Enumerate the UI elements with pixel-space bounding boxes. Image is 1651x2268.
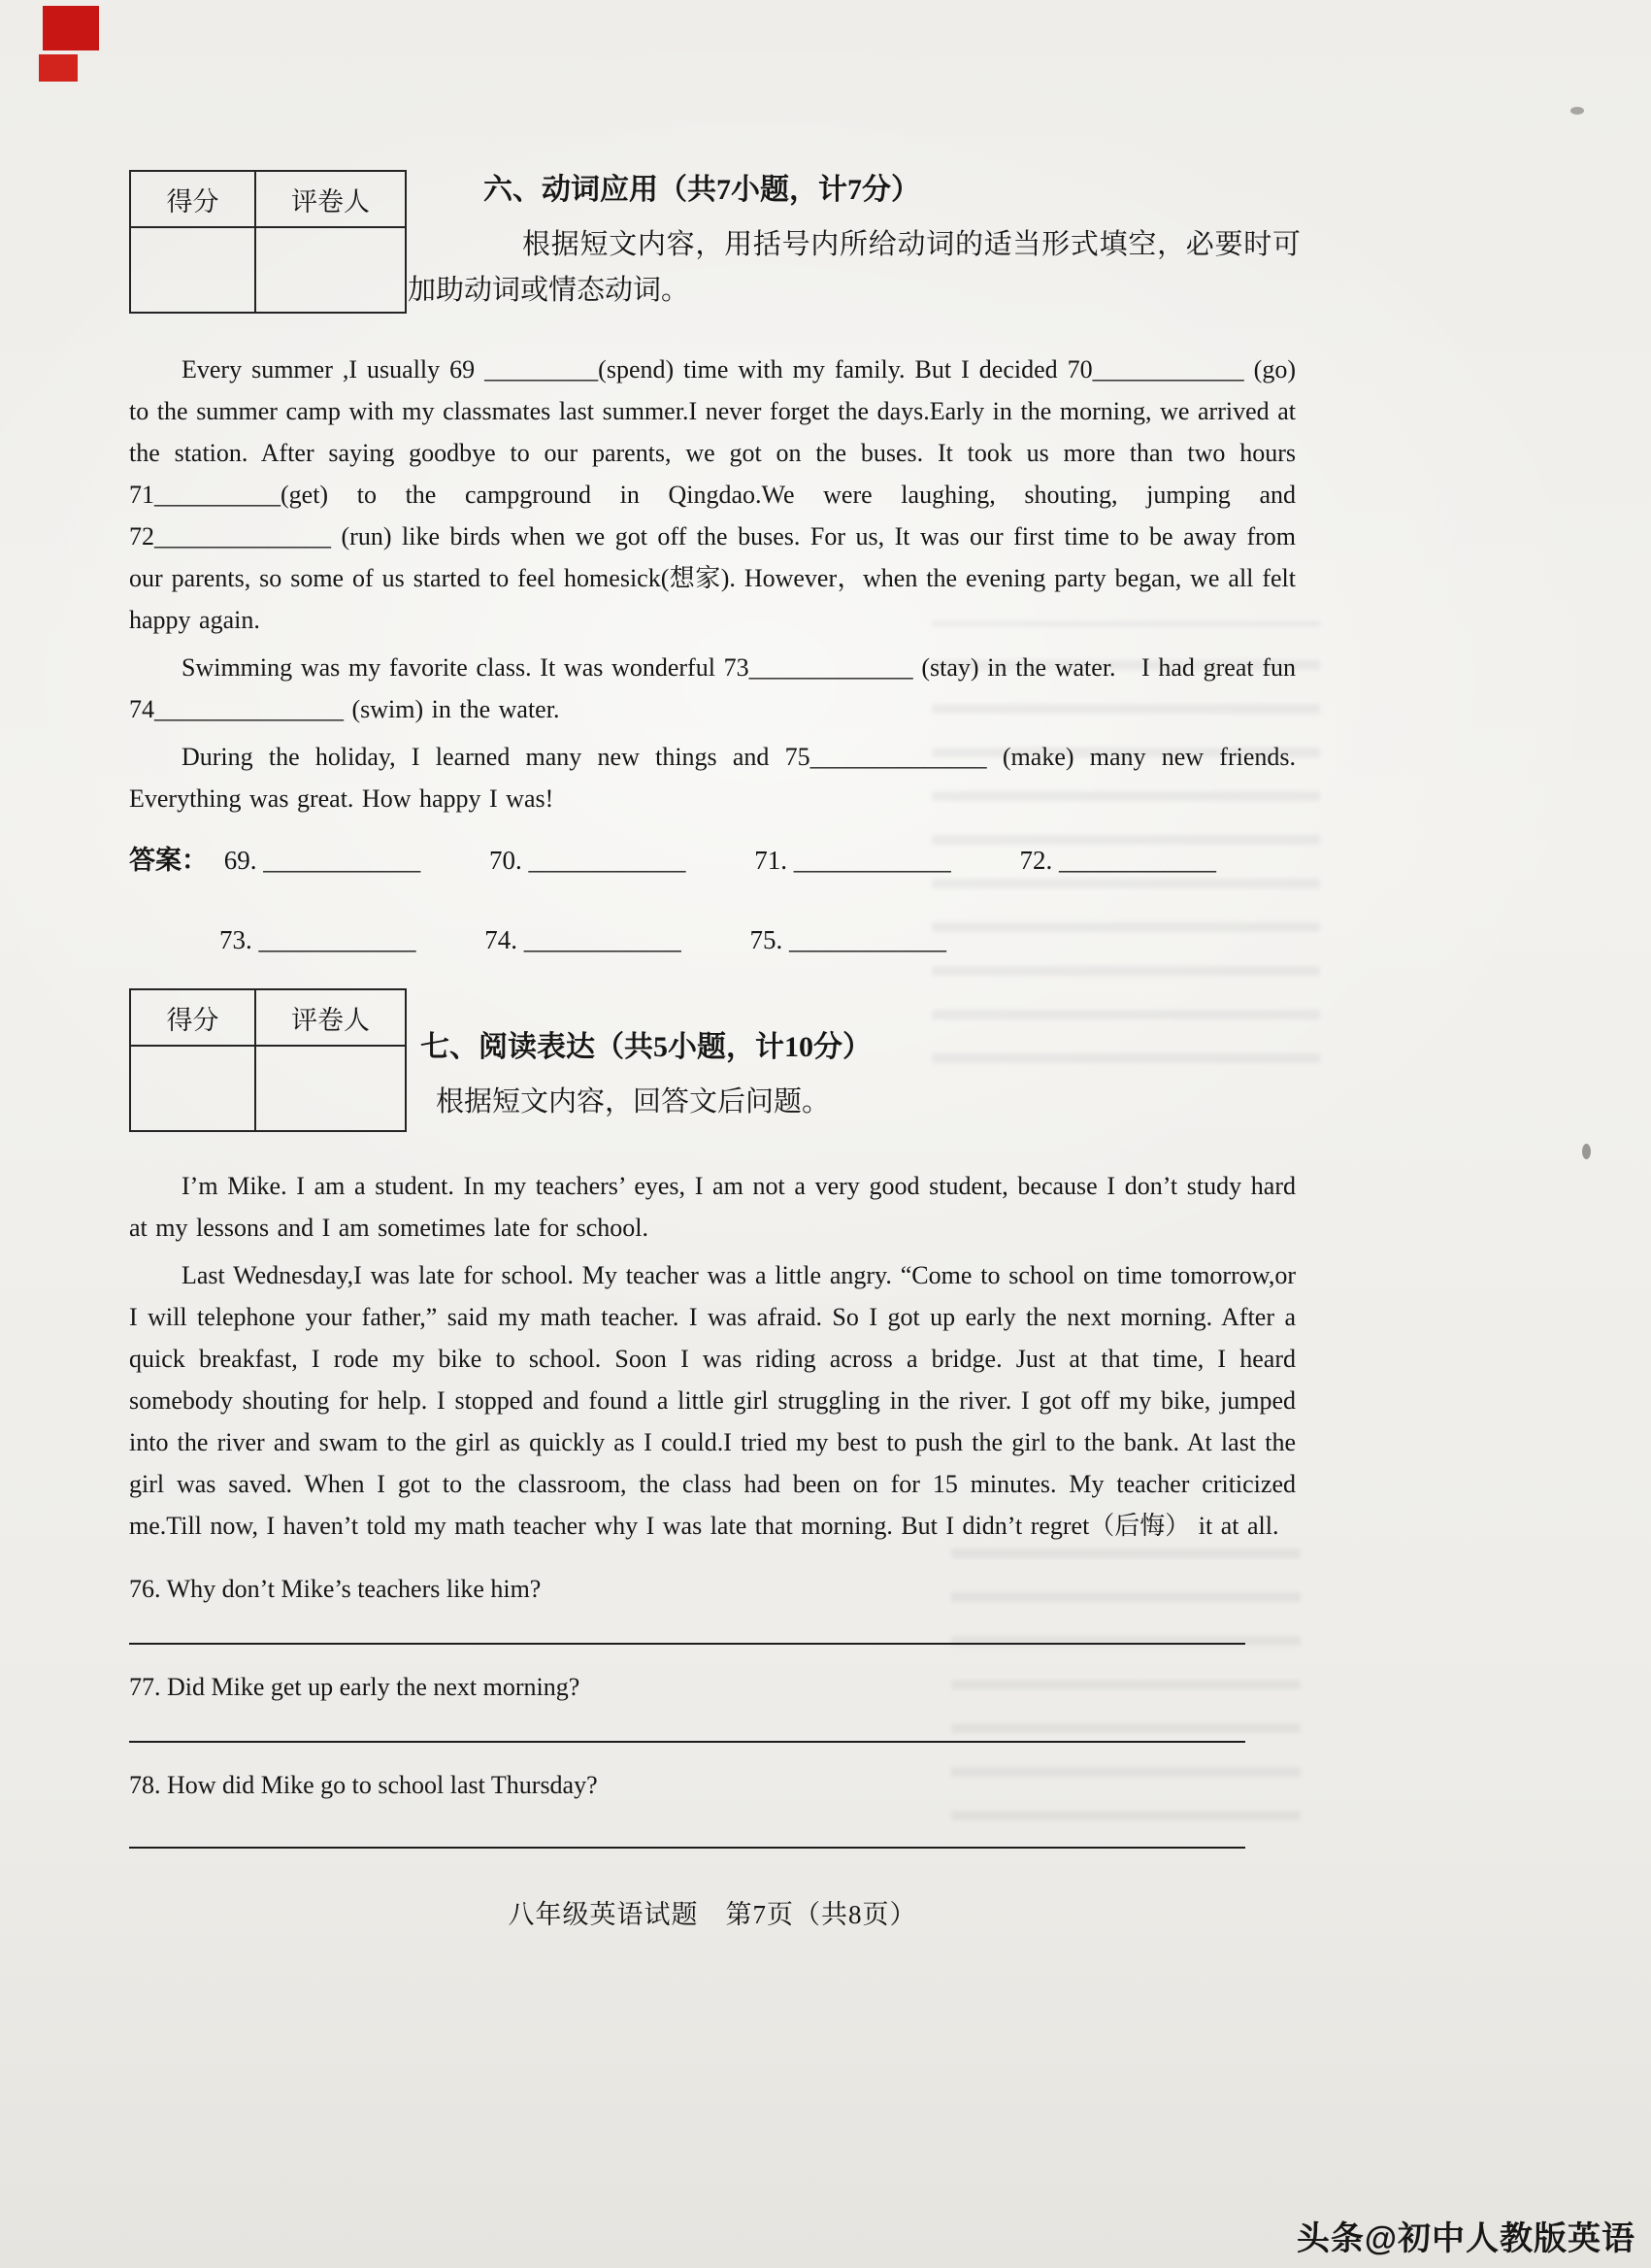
answer-blank-69: 69. ____________: [223, 846, 421, 875]
answer-blank-71: 71. ____________: [754, 846, 951, 875]
section6-instructions: 根据短文内容，用括号内所给动词的适当形式填空，必要时可加助动词或情态动词。: [408, 229, 1301, 306]
question-76: 76. Why don’t Mike’s teachers like him?: [129, 1575, 542, 1603]
score-value-cell: [130, 1046, 255, 1131]
answers-row-2: [219, 920, 1296, 959]
question-78: 78. How did Mike go to school last Thursday?: [129, 1771, 598, 1799]
passage-paragraph: Last Wednesday,I was late for school. My teacher was a little angry. “Come to school on time tomorrow,or I will telephone your father,” said my math teacher. I was afraid. So I got up early the next morning. After a quick breakfast, I rode my bike to school. Soon I was riding across a bridge. Just at that time, I heard somebody shouting for help. I stopped and found a little girl struggling in the river. I got off my bike, jumped into the river and swam to the girl as quickly as I could.I tried my best to push the girl to the bank. At last the girl was saved. When I got to the classroom, the class had been on for 15 minutes. My teacher criticized me.Till now, I haven’t told my math teacher why I was late that morning. But I didn’t regret（后悔） it at all.: [129, 1261, 1296, 1540]
passage-paragraph: During the holiday, I learned many new things and 75______________ (make) many new friends. Everything was great. How happy I was!: [129, 743, 1296, 813]
section7-passage: [129, 1165, 1296, 1547]
answers-label: 答案：: [129, 846, 208, 875]
answer-blank-73: 73. ____________: [219, 925, 416, 954]
scan-speck: [1570, 107, 1584, 115]
score-label: 得分: [130, 171, 255, 227]
answer-blank-70: 70. ____________: [489, 846, 686, 875]
section6-heading: [408, 170, 1301, 314]
question-77: 77. Did Mike get up early the next morning?: [129, 1673, 580, 1701]
grader-label: 评卷人: [255, 171, 406, 227]
answer-line-77: [129, 1739, 1245, 1743]
reading-questions: [129, 1568, 1296, 1849]
section7-heading: [420, 1027, 1294, 1125]
page-content: [129, 170, 1322, 1931]
answer-line-78: [129, 1845, 1245, 1849]
grader-value-cell: [255, 1046, 406, 1131]
question-block-77: [129, 1666, 1296, 1743]
red-scan-mark: [43, 6, 99, 50]
score-box-section6: [129, 170, 407, 314]
passage-paragraph: Swimming was my favorite class. It was wonderful 73_____________ (stay) in the water. I had great fun 74_______________ (swim) in the water.: [129, 653, 1322, 723]
section6-title: 六、动词应用（共7小题，计7分）: [483, 174, 920, 206]
answer-blank-75: 75. ____________: [749, 925, 946, 954]
passage-paragraph: Every summer ,I usually 69 _________(spend) time with my family. But I decided 70____________ (go) to the summer camp with my classmates last summer.I never forget the days.Early in the morning, we arrived at the station. After saying goodbye to our parents, we got on the buses. It took us more than two hours 71__________(get) to the campground in Qingdao.We were laughing, shouting, jumping and 72______________ (run) like birds when we got off the buses. For us, It was our first time to be away from our parents, so some of us started to feel homesick(想家). However，when the evening party began, we all felt happy again.: [129, 355, 1296, 634]
question-block-78: [129, 1764, 1296, 1849]
watermark: 头条@初中人教版英语: [1296, 2220, 1635, 2257]
answer-line-76: [129, 1641, 1245, 1645]
scan-speck: [1582, 1144, 1591, 1159]
section7-instructions: 根据短文内容，回答文后问题。: [436, 1086, 831, 1117]
score-value-cell: [130, 227, 255, 313]
section7-header-row: [129, 988, 1296, 1142]
answer-blank-74: 74. ____________: [484, 925, 681, 954]
passage-paragraph: I’m Mike. I am a student. In my teachers’ eyes, I am not a very good student, because I don’t study hard at my lessons and I am sometimes late for school.: [129, 1172, 1296, 1242]
section7-title: 七、阅读表达（共5小题，计10分）: [420, 1031, 872, 1063]
section6-passage: [129, 349, 1322, 819]
page-footer: 八年级英语试题 第7页（共8页）: [508, 1900, 917, 1929]
section6-header-row: [129, 170, 1301, 323]
red-scan-mark: [39, 54, 78, 82]
answer-blank-72: 72. ____________: [1019, 846, 1216, 875]
score-label: 得分: [130, 989, 255, 1046]
grader-label: 评卷人: [255, 989, 406, 1046]
question-block-76: [129, 1568, 1296, 1645]
grader-value-cell: [255, 227, 406, 313]
answers-row-1: [129, 841, 1296, 880]
score-box-section7: [129, 988, 407, 1132]
